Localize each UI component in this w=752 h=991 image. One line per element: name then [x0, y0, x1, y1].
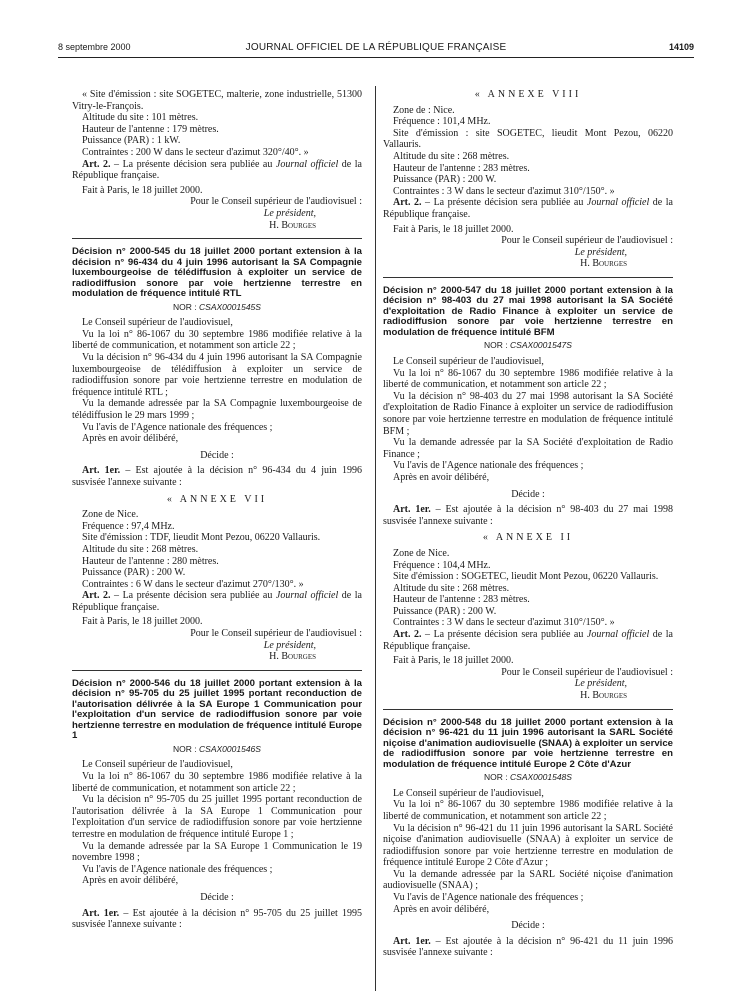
article-2: Art. 2. – La présente décision sera publiée au Journal officiel de la République française. — [383, 197, 673, 220]
site-line: « Site d'émission : site SOGETEC, malterie, zone industrielle, 51300 Vitry-le-François. — [72, 89, 362, 112]
decide-heading: Décide : — [511, 920, 545, 932]
section-separator — [72, 238, 362, 239]
issue-date: 8 septembre 2000 — [58, 42, 131, 52]
decide-heading: Décide : — [200, 449, 234, 461]
decision-title: Décision n° 2000-546 du 18 juillet 2000 portant extension à la décision n° 95-705 du 25 juillet 1995 portant reconduction de l'autorisation délivrée à la SA Europe 1 Communication pour l'exploitation d'un service de radiodiffusion sonore par voie hertzienne terrestre en modulation de fréquence intitulé Europe 1 — [72, 677, 362, 742]
decision-title: Décision n° 2000-547 du 18 juillet 2000 portant extension à la décision n° 98-403 du 27 mai 1998 autorisant la SA Société d'exploitation de Radio Finance à exploiter un service de radiodiffusion sonore par voie hertzienne terrestre en modulation de fréquence intitulé BFM — [383, 284, 673, 338]
place-date: Fait à Paris, le 18 juillet 2000. — [393, 223, 514, 235]
article-1: Art. 1er. – Est ajoutée à la décision n° 95-705 du 25 juillet 1995 susvisée l'annexe suivante : — [72, 907, 363, 931]
place-date: Fait à Paris, le 18 juillet 2000. — [82, 616, 203, 628]
article-1: Art. 1er. – Est ajoutée à la décision n° 96-421 du 11 juin 1996 susvisée l'annexe suivante : — [383, 935, 673, 959]
decide-heading: Décide : — [511, 488, 545, 500]
annexe-heading: « ANNEXE II — [482, 532, 574, 544]
decision-547: Décision n° 2000-547 du 18 juillet 2000 portant extension à la décision n° 98-403 du 27 mai 1998 autorisant la SA Société d'exploitation de Radio Finance à exploiter un service de radiodiffusion sonore par voie hertzienne terrestre en modulation de fréquence intitulé BFM NOR : CSAX0001547S Le Conseil supérieur de l'audiovisuel, Vu la loi n° 86-1067 du 30 septembre 1986 modifiée relative à la liberté de communication, et notamment son article 22 ; Vu la décision n° 98-403 du 27 mai 1998 autorisant la SA Société d'exploitation de Radio Finance à exploiter un service de radiodiffusion sonore par voie hertzienne terrestre en modulation de fréquence intitulé BFM ; Vu la demande adressée par la SA Société d'exploitation de Radio Finance ; Vu l'avis de l'Agence nationale des fréquences ; Après en avoir délibéré, Décide : Art. 1er. – Est ajoutée à la décision n° 98-403 du 27 mai 1998 susvisée l'annexe suivante : « ANNEXE II Zone de Nice. Fréquence : 104,4 MHz. Site d'émission : SOGETEC, lieudit Mont Pezou, 06220 Vallauris. Altitude du site : 268 mètres. Hauteur de l'antenne : 283 mètres. Puissance (PAR) : 200 W. Contraintes : 3 W dans le secteur d'azimut 310°/150°. » Art. 2. – La présente décision sera publiée au Journal officiel de la République française. Fait à Paris, le 18 juillet 2000. Pour le Conseil supérieur de l'audiovisuel : Le président, H. Bourges — [383, 284, 673, 702]
decision-title: Décision n° 2000-548 du 18 juillet 2000 portant extension à la décision n° 96-421 du 11 juin 1996 autorisant la SARL Société niçoise d'animation audiovisuelle (SNAA) à exploiter un service de radiodiffusion sonore par voie hertzienne terrestre en modulation de fréquence intitulé Europe 2 Côte d'Azur — [383, 716, 673, 770]
annexe-heading: « ANNEXE VII — [166, 493, 268, 505]
page-header — [58, 42, 694, 56]
signature-block: Pour le Conseil supérieur de l'audiovisuel : Le président, H. Bourges — [190, 196, 362, 231]
nor-reference: NOR : CSAX0001548S — [484, 772, 572, 783]
decision-548: Décision n° 2000-548 du 18 juillet 2000 portant extension à la décision n° 96-421 du 11 juin 1996 autorisant la SARL Société niçoise d'animation audiovisuelle (SNAA) à exploiter un service de radiodiffusion sonore par voie hertzienne terrestre en modulation de fréquence intitulé Europe 2 Côte d'Azur NOR : CSAX0001548S Le Conseil supérieur de l'audiovisuel, Vu la loi n° 86-1067 du 30 septembre 1986 modifiée relative à la liberté de communication, et notamment son article 22 ; Vu la décision n° 96-421 du 11 juin 1996 autorisant la SARL Société niçoise d'animation audiovisuelle (SNAA) à exploiter un service de radiodiffusion sonore par voie hertzienne terrestre en modulation de fréquence intitulé Europe 2 Côte d'Azur ; Vu la demande adressée par la SARL Société niçoise d'animation audiovisuelle (SNAA) ; Vu l'avis de l'Agence nationale des fréquences ; Après en avoir délibéré, Décide : Art. 1er. – Est ajoutée à la décision n° 96-421 du 11 juin 1996 susvisée l'annexe suivante : — [383, 716, 673, 959]
previous-decision-end — [72, 89, 362, 231]
article-2: Art. 2. – La présente décision sera publiée au Journal officiel de la République française. — [383, 629, 673, 652]
place-date: Fait à Paris, le 18 juillet 2000. — [82, 184, 203, 196]
power-line: Puissance (PAR) : 1 kW. — [82, 135, 181, 147]
decision-title: Décision n° 2000-545 du 18 juillet 2000 portant extension à la décision n° 96-434 du 4 juin 1996 autorisant la SA Compagnie luxembourgeoise de télédiffusion à exploiter un service de radiodiffusion sonore par voie hertzienne terrestre en modulation de fréquence intitulé RTL — [72, 246, 362, 300]
article-2: Art. 2. – La présente décision sera publiée au Journal officiel de la République française. — [72, 158, 362, 182]
decide-heading: Décide : — [200, 891, 234, 903]
column-divider — [375, 86, 376, 991]
header-rule — [58, 57, 694, 58]
section-separator — [383, 277, 673, 278]
journal-title: JOURNAL OFFICIEL DE LA RÉPUBLIQUE FRANÇAISE — [245, 42, 507, 53]
section-separator — [383, 709, 673, 710]
constraints-line: Contraintes : 200 W dans le secteur d'azimut 320°/40°. » — [82, 146, 309, 158]
antenna-line: Hauteur de l'antenne : 179 mètres. — [82, 123, 219, 135]
signature-block: Pour le Conseil supérieur de l'audiovisuel : Le président, H. Bourges — [190, 628, 362, 663]
nor-reference: NOR : CSAX0001546S — [173, 743, 261, 754]
signature-block: Pour le Conseil supérieur de l'audiovisuel : Le président, H. Bourges — [501, 235, 673, 270]
section-separator — [72, 670, 362, 671]
annexe-heading: « ANNEXE VIII — [474, 89, 582, 100]
article-2: Art. 2. – La présente décision sera publiée au Journal officiel de la République française. — [72, 590, 362, 613]
article-1: Art. 1er. – Est ajoutée à la décision n° 96-434 du 4 juin 1996 susvisée l'annexe suivante : — [72, 465, 362, 488]
place-date: Fait à Paris, le 18 juillet 2000. — [393, 655, 514, 667]
decision-545: Décision n° 2000-545 du 18 juillet 2000 portant extension à la décision n° 96-434 du 4 juin 1996 autorisant la SA Compagnie luxembourgeoise de télédiffusion à exploiter un service de radiodiffusion sonore par voie hertzienne terrestre en modulation de fréquence intitulé RTL NOR : CSAX0001545S Le Conseil supérieur de l'audiovisuel, Vu la loi n° 86-1067 du 30 septembre 1986 modifiée relative à la liberté de communication, et notamment son article 22 ; Vu la décision n° 96-434 du 4 juin 1996 autorisant la SA Compagnie luxembourgeoise de télédiffusion à exploiter un service de radiodiffusion sonore par voie hertzienne terrestre en modulation de fréquence intitulé RTL ; Vu la demande adressée par la SA Compagnie luxembourgeoise de télédiffusion le 29 mars 1999 ; Vu l'avis de l'Agence nationale des fréquences ; Après en avoir délibéré, Décide : Art. 1er. – Est ajoutée à la décision n° 96-434 du 4 juin 1996 susvisée l'annexe suivante : « ANNEXE VII Zone de Nice. Fréquence : 97,4 MHz. Site d'émission : TDF, lieudit Mont Pezou, 06220 Vallauris. Altitude du site : 268 mètres. Hauteur de l'antenne : 280 mètres. Puissance (PAR) : 200 W. Contraintes : 6 W dans le secteur d'azimut 270°/130°. » Art. 2. – La présente décision sera publiée au Journal officiel de la République française. Fait à Paris, le 18 juillet 2000. Pour le Conseil supérieur de l'audiovisuel : Le président, H. Bourges — [72, 246, 362, 663]
altitude-line: Altitude du site : 101 mètres. — [82, 112, 199, 124]
decision-546: Décision n° 2000-546 du 18 juillet 2000 portant extension à la décision n° 95-705 du 25 juillet 1995 portant reconduction de l'autorisation délivrée à la SA Europe 1 Communication pour l'exploitation d'un service de radiodiffusion sonore par voie hertzienne terrestre en modulation de fréquence intitulé Europe 1 NOR : CSAX0001546S Le Conseil supérieur de l'audiovisuel, Vu la loi n° 86-1067 du 30 septembre 1986 modifiée relative à la liberté de communication, et notamment son article 22 ; Vu la décision n° 95-705 du 25 juillet 1995 portant reconduction de l'autorisation délivrée à la SA Europe 1 Communication pour l'exploitation d'un service de radiodiffusion sonore par voie hertzienne terrestre en modulation de fréquence intitulé Europe 1 ; Vu la demande adressée par la SA Europe 1 Communication le 19 novembre 1998 ; Vu l'avis de l'Agence nationale des fréquences ; Après en avoir délibéré, Décide : Art. 1er. – Est ajoutée à la décision n° 95-705 du 25 juillet 1995 susvisée l'annexe suivante : — [72, 677, 363, 931]
decision-545-continued: « ANNEXE VIII Zone de : Nice. Fréquence : 101,4 MHz. Site d'émission : site SOGETEC, lieudit Mont Pezou, 06220 Vallauris. Altitude du site : 268 mètres. Hauteur de l'antenne : 283 mètres. Puissance (PAR) : 200 W. Contraintes : 3 W dans le secteur d'azimut 310°/150°. » Art. 2. – La présente décision sera publiée au Journal officiel de la République française. Fait à Paris, le 18 juillet 2000. Pour le Conseil supérieur de l'audiovisuel : Le président, H. Bourges — [383, 89, 673, 270]
article-1: Art. 1er. – Est ajoutée à la décision n° 98-403 du 27 mai 1998 susvisée l'annexe suivante : — [383, 504, 673, 527]
nor-reference: NOR : CSAX0001545S — [173, 301, 261, 312]
signature-block: Pour le Conseil supérieur de l'audiovisuel : Le président, H. Bourges — [501, 666, 673, 702]
nor-reference: NOR : CSAX0001547S — [484, 340, 572, 351]
page-number: 14109 — [668, 42, 694, 52]
right-column — [383, 89, 673, 959]
left-column — [72, 89, 362, 931]
